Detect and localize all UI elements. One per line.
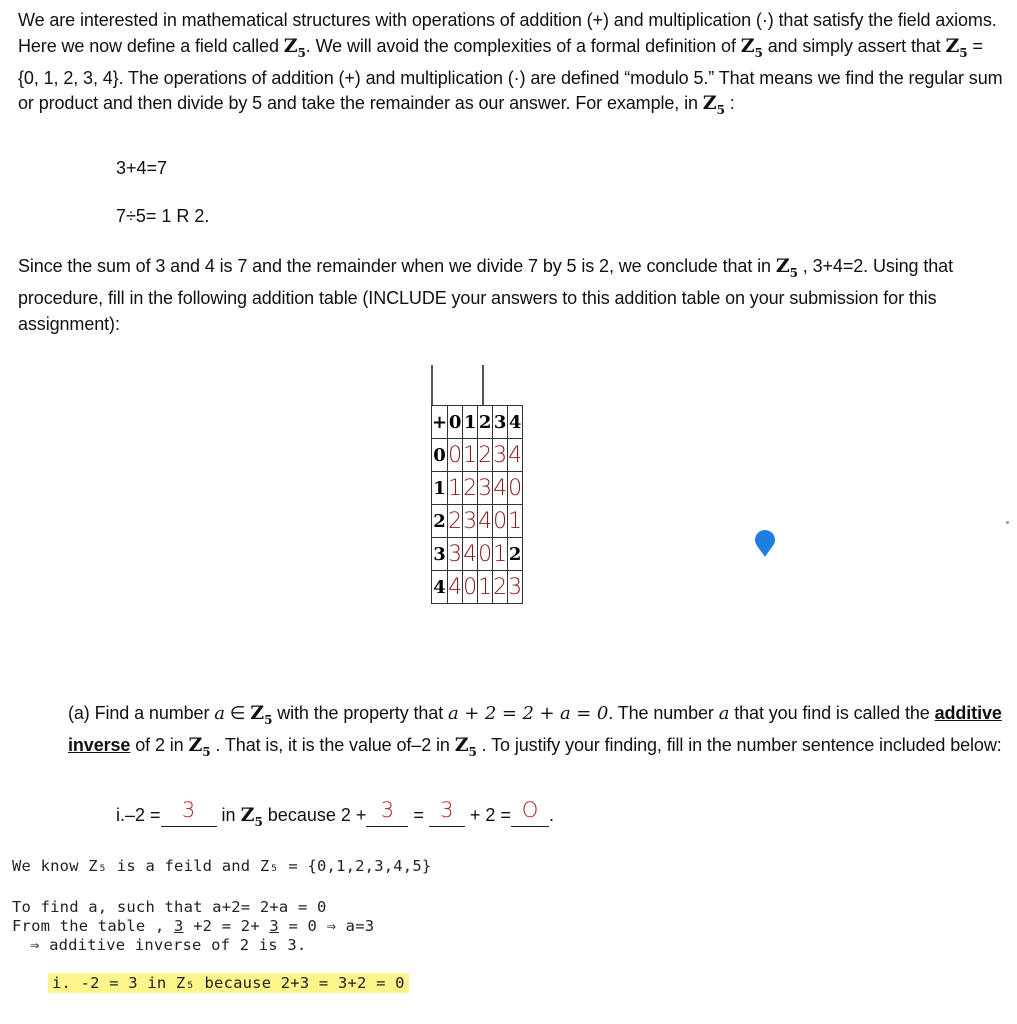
answer-blank-4[interactable]: O	[511, 802, 549, 827]
table-cell: 1	[448, 472, 463, 505]
intro-paragraph	[18, 8, 1003, 124]
table-row	[432, 439, 523, 472]
intro-text-1: We are interested in mathematical structures with operations of addition (+) and multiplication (·) that satisfy the field axioms. Here we now define a field called	[18, 10, 997, 56]
intro-text-4: ={0, 1, 2, 3, 4}. The operations of addition (+) and multiplication (·) are defined “modulo 5.” That means we find the regular sum or product and then divide by 5 and take the remainder as our answer. For example, in	[18, 35, 1003, 114]
handwritten-line-1: We know Z₅ is a feild and Z₅ = {0,1,2,3,4,5}	[12, 857, 432, 875]
table-row	[432, 472, 523, 505]
equation: a + 2 = 2 + a = 0	[448, 703, 609, 724]
intro-text-3: and simply assert that	[762, 35, 946, 56]
table-header-cell: 1	[463, 406, 478, 439]
table-cell: 4	[493, 472, 508, 505]
handwritten-highlighted-answer: i. -2 = 3 in Z₅ because 2+3 = 3+2 = 0	[48, 974, 409, 992]
row-label: 0	[432, 439, 448, 472]
table-cell: 0	[508, 472, 523, 505]
table-cell: 4	[478, 505, 493, 538]
handwritten-line-4: ⇒ additive inverse of 2 is 3.	[30, 936, 307, 954]
table-ruler-line	[482, 365, 484, 405]
table-cell: 3	[463, 505, 478, 538]
table-header-cell: 4	[508, 406, 523, 439]
handwritten-line-3: From the table , 3 +2 = 2+ 3 = 0 ⇒ a=3	[12, 917, 375, 935]
location-pin-icon[interactable]	[754, 530, 776, 563]
table-cell: 2	[493, 571, 508, 604]
example-sum: 3+4=7	[116, 158, 168, 178]
number-sentence: i.–2 = 3 in $Z_5$ because 2 + 3 = 3 + 2 = O .	[116, 798, 554, 829]
part-a-paragraph: (a) Find a number a ∈ $Z_5$ with the property that a + 2 = 2 + a = 0. The number a that you find is called the additive inverse of 2 in $Z_5$ . That is, it is the value of–2 in $Z_5$ . To justify your finding, fill in the number sentence included below:	[68, 702, 1002, 760]
table-row	[432, 571, 523, 604]
row-label: 3	[432, 538, 448, 571]
table-cell: 3	[478, 472, 493, 505]
addition-table	[431, 405, 523, 604]
z5-symbol: $Z_5$	[775, 255, 798, 280]
table-header-cell: 2	[478, 406, 493, 439]
table-cell: 4	[463, 538, 478, 571]
handwritten-line-2: To find a, such that a+2= 2+a = 0	[12, 898, 327, 916]
table-cell: 2	[448, 505, 463, 538]
intro-text-2: . We will avoid the complexities of a formal definition of	[305, 35, 741, 56]
z5-symbol: $Z_5$	[188, 734, 211, 760]
table-cell: 4	[508, 439, 523, 472]
table-header-cell: 3	[493, 406, 508, 439]
table-cell: 2	[478, 439, 493, 472]
table-ruler-line	[431, 365, 433, 405]
table-row	[432, 538, 523, 571]
table-cell: 3	[448, 538, 463, 571]
table-cell: 3	[508, 571, 523, 604]
table-cell: 1	[478, 571, 493, 604]
answer-blank-3[interactable]: 3	[429, 802, 465, 827]
example-division: 7÷5= 1 R 2.	[116, 206, 210, 226]
row-label: 1	[432, 472, 448, 505]
z5-symbol: $Z_5$	[740, 34, 763, 60]
table-cell: 1	[493, 538, 508, 571]
table-header-row	[432, 406, 523, 439]
table-cell: 0	[448, 439, 463, 472]
table-cell: 2	[508, 538, 523, 571]
table-cell: 2	[463, 472, 478, 505]
z5-symbol: $Z_5$	[702, 92, 725, 118]
row-label: 4	[432, 571, 448, 604]
stray-dot	[1006, 521, 1009, 524]
table-header-cell: 0	[448, 406, 463, 439]
table-cell: 4	[448, 571, 463, 604]
z5-symbol: $Z_5$	[283, 34, 306, 60]
table-cell: 0	[478, 538, 493, 571]
table-header-cell: +	[432, 406, 448, 439]
intro-text-5: :	[724, 93, 735, 114]
table-cell: 1	[463, 439, 478, 472]
z5-symbol: $Z_5$	[454, 734, 477, 760]
z5-symbol: $Z_5$	[945, 34, 968, 60]
z5-symbol: $Z_5$	[240, 804, 263, 829]
table-cell: 0	[493, 505, 508, 538]
table-cell: 1	[508, 505, 523, 538]
table-cell: 0	[463, 571, 478, 604]
answer-blank-2[interactable]: 3	[366, 802, 408, 827]
additive-inverse-term: additive inverse	[68, 703, 1002, 756]
answer-blank-1[interactable]: 3	[161, 802, 217, 827]
z5-symbol: $Z_5$	[250, 702, 273, 727]
row-label: 2	[432, 505, 448, 538]
table-row	[432, 505, 523, 538]
since-paragraph: Since the sum of 3 and 4 is 7 and the remainder when we divide 7 by 5 is 2, we conclude that in $Z_5$ , 3+4=2. Using that procedure, fill in the following addition table (INCLUDE your answers to this addition table on your submission for this assignment):	[18, 255, 953, 334]
table-cell: 3	[493, 439, 508, 472]
